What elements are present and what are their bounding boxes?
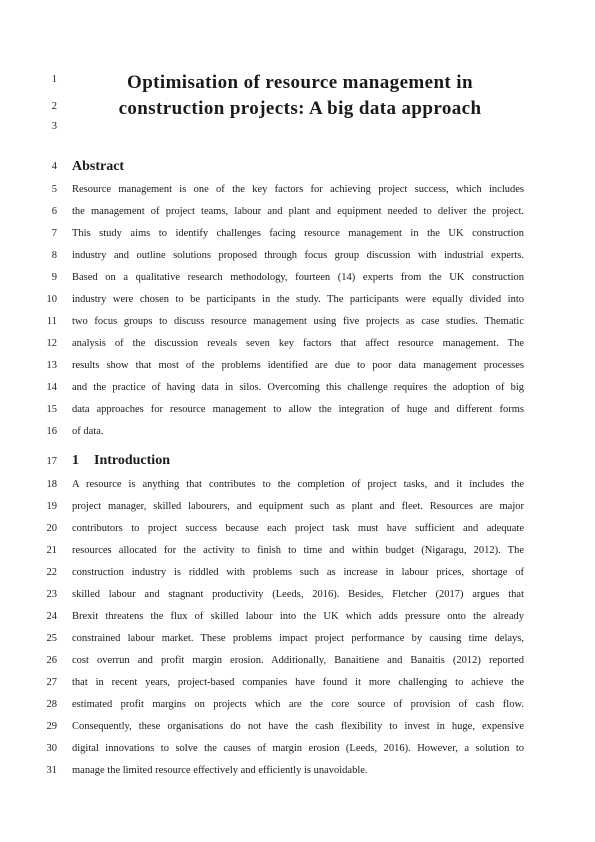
introduction-text-line: manage the limited resource effectively and efficiently is unavoidable. <box>72 765 368 776</box>
line-number: 24 <box>46 611 57 622</box>
paper-title-line-2: construction projects: A big data approach <box>118 98 482 119</box>
abstract-text-line: analysis of the discussion reveals seven key factors that affect resource management. The <box>72 338 524 349</box>
line-number: 23 <box>46 589 57 600</box>
line-number: 27 <box>46 677 57 688</box>
abstract-text-line: data approaches for resource management to allow the integration of huge and different forms <box>72 404 524 415</box>
paper-title-line-1: Optimisation of resource management in <box>127 72 473 93</box>
introduction-text-line: skilled labour and stagnant productivity (Leeds, 2016). Besides, Fletcher (2017) argues that <box>72 589 524 600</box>
line-number: 18 <box>46 479 57 490</box>
abstract-text-line: results show that most of the problems identified are due to poor data management processes <box>72 360 524 371</box>
section-title: Introduction <box>94 453 170 468</box>
line-number: 3 <box>51 121 57 132</box>
abstract-text-line: of data. <box>72 426 104 437</box>
line-number: 20 <box>46 523 57 534</box>
line-number: 6 <box>51 206 57 217</box>
line-number: 2 <box>51 101 57 112</box>
introduction-text-line: project manager, skilled labourers, and equipment such as plant and fleet. Resources are major <box>72 501 524 512</box>
abstract-text-line: Resource management is one of the key factors for achieving project success, which includes <box>72 184 524 195</box>
introduction-text-line: resources allocated for the activity to finish to time and within budget (Nigaragu, 2012). The <box>72 545 524 556</box>
line-number: 11 <box>46 316 57 327</box>
line-number: 19 <box>46 501 57 512</box>
line-number: 10 <box>46 294 57 305</box>
introduction-text-line: estimated profit margins on projects which are the core source of provision of cash flow. <box>72 699 524 710</box>
line-number: 9 <box>51 272 57 283</box>
introduction-text-line: A resource is anything that contributes to the completion of project tasks, and it includes the <box>72 479 524 490</box>
introduction-text-line: Consequently, these organisations do not have the cash flexibility to invest in huge, expensive <box>72 721 524 732</box>
line-number: 30 <box>46 743 57 754</box>
line-number: 7 <box>51 228 57 239</box>
line-number: 13 <box>46 360 57 371</box>
introduction-text-line: digital innovations to solve the causes of margin erosion (Leeds, 2016). However, a solution to <box>72 743 524 754</box>
line-number: 21 <box>46 545 57 556</box>
line-number: 1 <box>51 74 57 85</box>
line-number: 16 <box>46 426 57 437</box>
abstract-text-line: two focus groups to discuss resource management using five projects as case studies. Thematic <box>72 316 524 327</box>
line-number: 28 <box>46 699 57 710</box>
line-number: 8 <box>51 250 57 261</box>
abstract-text-line: the management of project teams, labour and plant and equipment needed to deliver the project. <box>72 206 524 217</box>
section-number: 1 <box>72 453 79 468</box>
introduction-text-line: construction industry is riddled with problems such as increase in labour prices, shortage of <box>72 567 524 578</box>
introduction-text-line: that in recent years, project-based companies have found it more challenging to achieve the <box>72 677 524 688</box>
abstract-heading: Abstract <box>72 159 125 174</box>
line-number: 31 <box>46 765 57 776</box>
line-number: 4 <box>51 161 57 172</box>
abstract-text-line: industry and outline solutions proposed through focus group discussion with industrial experts. <box>72 250 524 261</box>
introduction-text-line: contributors to project success because each project task must have sufficient and adequate <box>72 523 524 534</box>
line-number: 22 <box>46 567 57 578</box>
introduction-text-line: cost overrun and profit margin erosion. Additionally, Banaitiene and Banaitis (2012) reported <box>72 655 524 666</box>
introduction-heading <box>72 452 170 470</box>
line-number: 25 <box>46 633 57 644</box>
abstract-text-line: and the practice of having data in silos. Overcoming this challenge requires the adoption of big <box>72 382 524 393</box>
line-number: 15 <box>46 404 57 415</box>
line-number: 5 <box>51 184 57 195</box>
abstract-text-line: Based on a qualitative research methodology, fourteen (14) experts from the UK construction <box>72 272 524 283</box>
abstract-text-line: industry were chosen to be participants in the study. The participants were equally divided into <box>72 294 524 305</box>
line-number: 12 <box>46 338 57 349</box>
line-number: 17 <box>46 456 57 467</box>
abstract-text-line: This study aims to identify challenges facing resource management in the UK construction <box>72 228 524 239</box>
introduction-text-line: constrained labour market. These problems impact project performance by causing time delays, <box>72 633 524 644</box>
line-number: 14 <box>46 382 57 393</box>
line-number: 26 <box>46 655 57 666</box>
line-number: 29 <box>46 721 57 732</box>
introduction-text-line: Brexit threatens the flux of skilled labour into the UK which adds pressure onto the already <box>72 611 524 622</box>
